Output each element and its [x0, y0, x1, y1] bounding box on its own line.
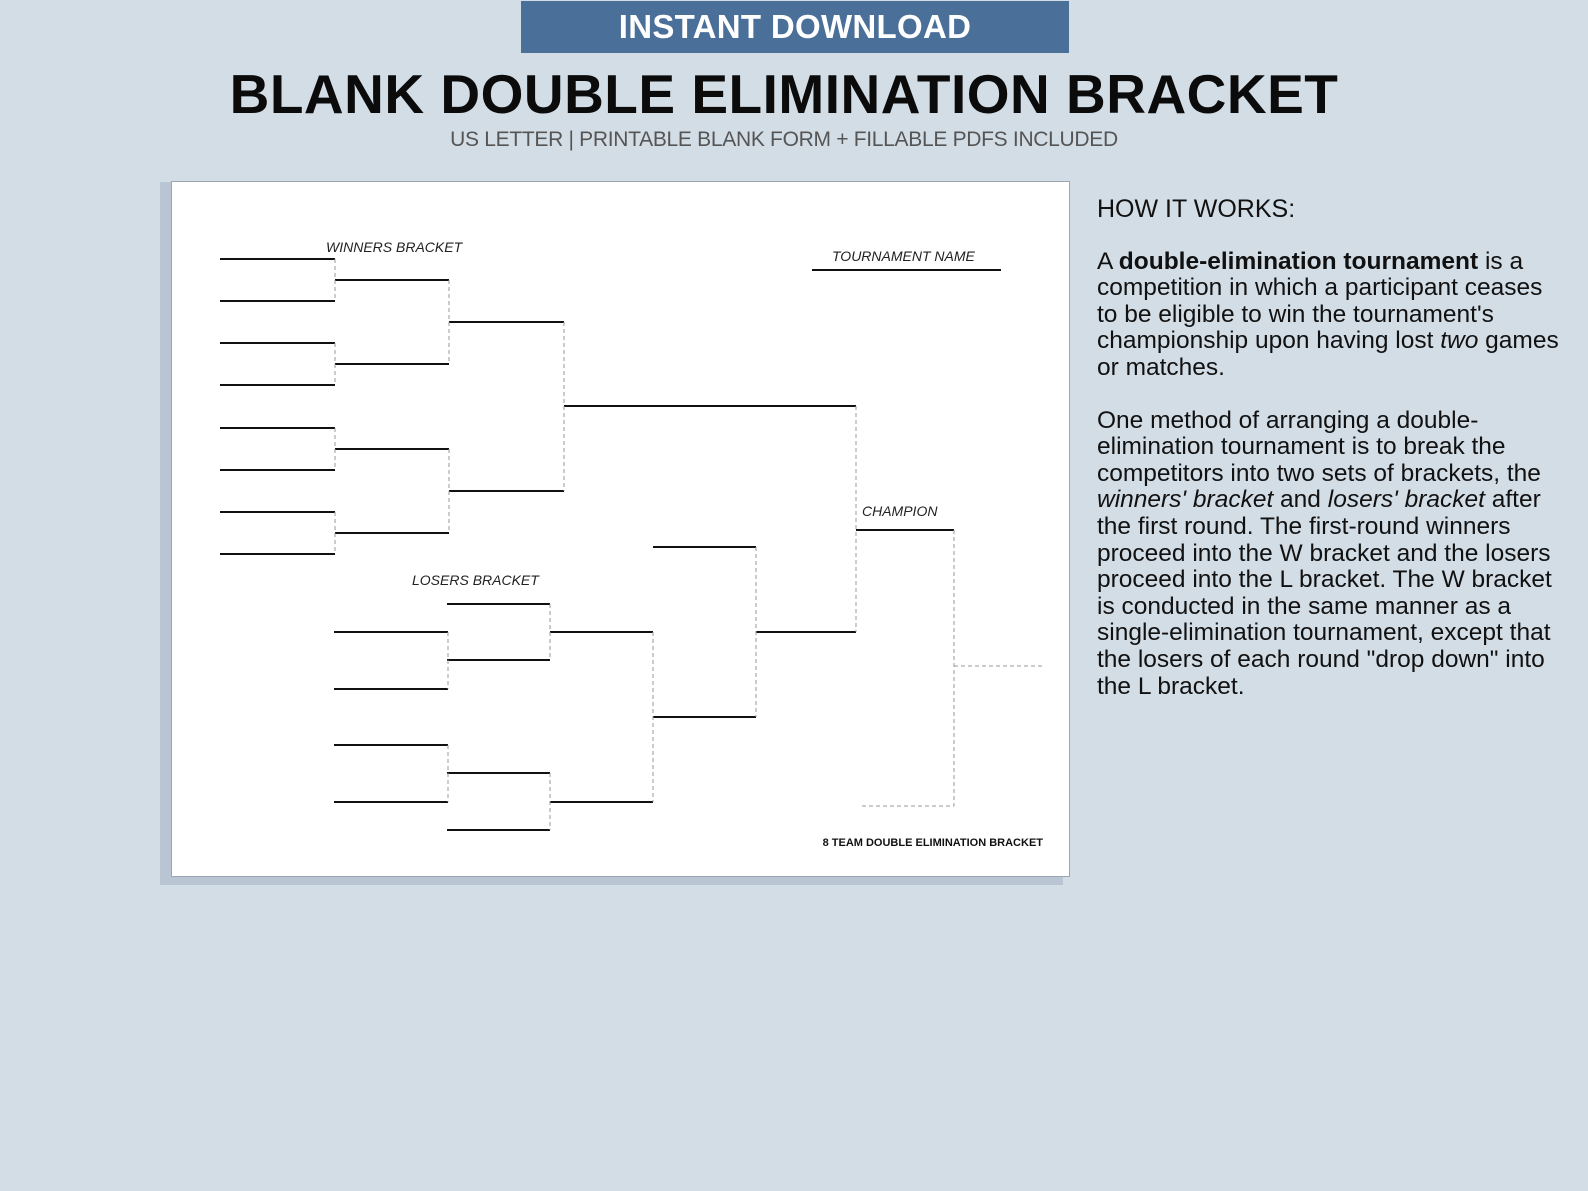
italic-term: losers' bracket — [1327, 486, 1485, 514]
how-it-works-heading: HOW IT WORKS: — [1097, 195, 1296, 223]
bold-term: double-elimination tournament — [1118, 247, 1479, 275]
text-span: One method of arranging a double-elimination tournament is to break the competitors into two sets of brackets, the — [1097, 406, 1541, 487]
text-span: after the first round. The first-round winners proceed into the W bracket and the losers proceed into the L bracket. The W bracket is conducted in the same manner as a single-elimination tournament, except that the losers of each round "drop down" into the L bracket. — [1097, 486, 1552, 700]
text-span: and — [1273, 486, 1328, 514]
banner-label: INSTANT DOWNLOAD — [618, 8, 972, 45]
how-it-works-panel — [1097, 196, 1567, 726]
italic-term: two — [1440, 327, 1479, 355]
how-it-works-paragraph-1 — [1097, 249, 1567, 382]
instant-download-banner — [521, 1, 1069, 53]
text-span: games or matches. — [1097, 327, 1559, 381]
page-title: BLANK DOUBLE ELIMINATION BRACKET — [229, 63, 1339, 125]
sheet-footer-label: 8 TEAM DOUBLE ELIMINATION BRACKET — [822, 837, 1043, 849]
page-subtitle: US LETTER | PRINTABLE BLANK FORM + FILLABLE PDFS INCLUDED — [450, 128, 1118, 151]
bracket-drawing — [172, 182, 1069, 876]
champion-label: CHAMPION — [862, 503, 938, 519]
italic-term: winners' bracket — [1097, 486, 1274, 514]
winners-bracket-label: WINNERS BRACKET — [326, 239, 463, 255]
text-span: A — [1097, 247, 1119, 275]
how-it-works-paragraph-2 — [1097, 408, 1567, 701]
bracket-sheet — [171, 181, 1070, 877]
losers-bracket-label: LOSERS BRACKET — [412, 572, 539, 588]
tournament-name-label: TOURNAMENT NAME — [832, 248, 975, 264]
text-span: is a competition in which a participant ceases to be eligible to win the tournament's championship upon having lost — [1097, 247, 1543, 355]
